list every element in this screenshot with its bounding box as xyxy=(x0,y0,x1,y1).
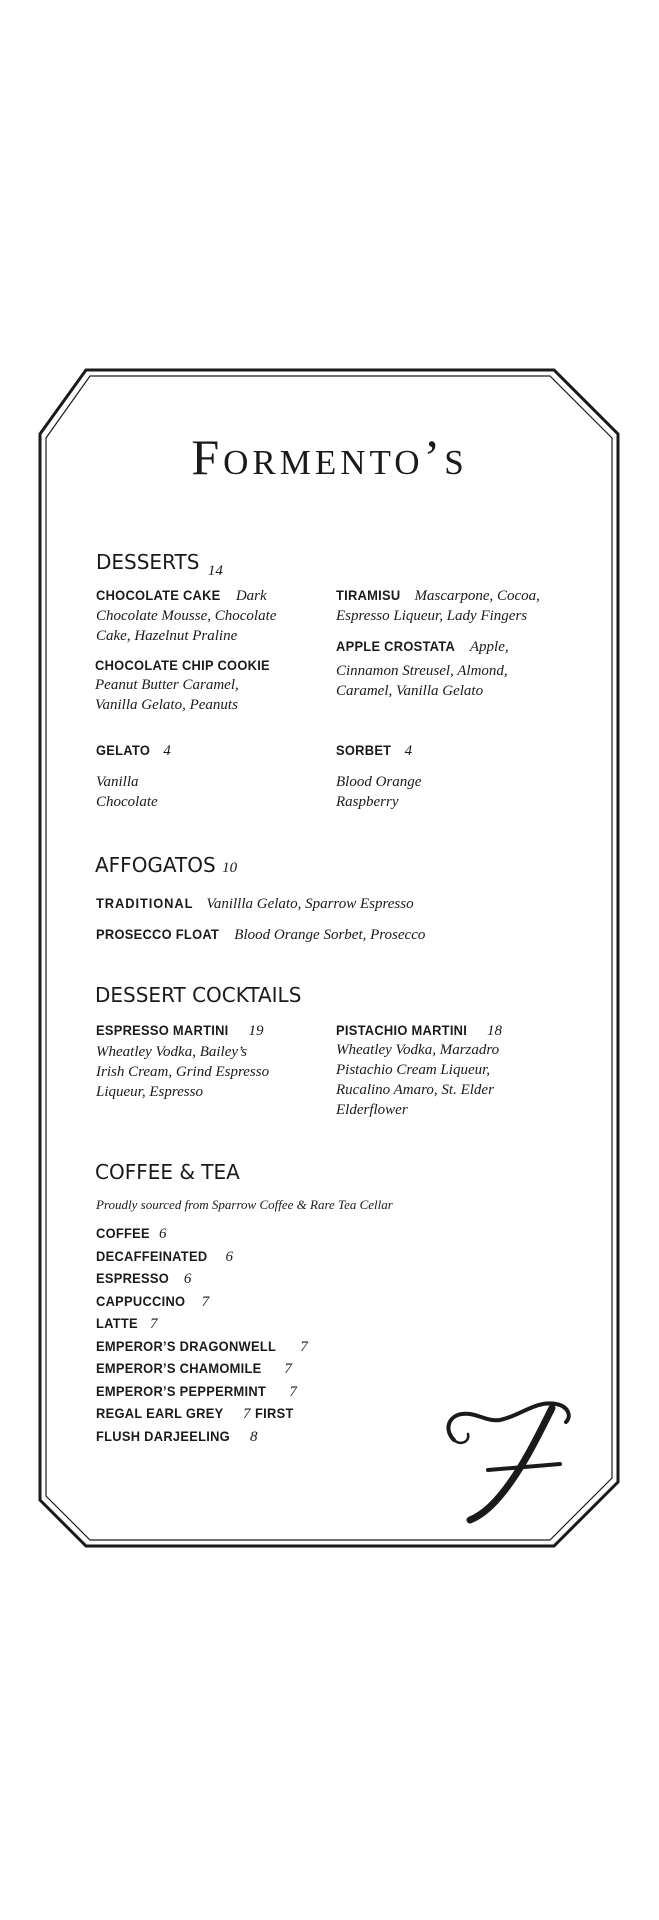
list-item xyxy=(96,1380,308,1403)
item-desc: Mascarpone, Cocoa, xyxy=(414,588,540,604)
item-name: TIRAMISU xyxy=(336,587,401,603)
item-desc: Vanillla Gelato, Sparrow Espresso xyxy=(206,896,414,912)
cocktail-item xyxy=(96,1022,326,1102)
item-name: ESPRESSO xyxy=(96,1270,170,1286)
item-price: 6 xyxy=(159,1226,167,1242)
list-item xyxy=(96,1335,308,1358)
item-desc: Cake, Hazelnut Praline xyxy=(96,628,238,644)
item-price: 19 xyxy=(248,1023,264,1039)
item-name: LATTE xyxy=(96,1315,138,1331)
item-name: PISTACHIO MARTINI xyxy=(336,1022,468,1038)
item-desc: Pistachio Cream Liqueur, xyxy=(336,1062,491,1078)
item-price: 4 xyxy=(404,743,413,759)
affogatos-header xyxy=(95,853,237,877)
item-name: EMPEROR’S DRAGONWELL xyxy=(96,1337,277,1354)
item-price: 6 xyxy=(183,1271,192,1287)
list-item xyxy=(96,1425,308,1448)
section-price: 10 xyxy=(222,860,238,876)
item-desc: Chocolate Mousse, Chocolate xyxy=(96,608,277,624)
dessert-item xyxy=(95,657,315,715)
gelato-item xyxy=(96,742,171,812)
section-price: 14 xyxy=(207,563,223,579)
item-desc: Wheatley Vodka, Bailey’s xyxy=(96,1044,247,1060)
monogram-f-logo xyxy=(440,1392,590,1528)
item-suffix: FIRST xyxy=(254,1405,294,1421)
item-name: SORBET xyxy=(336,742,392,758)
item-price: 8 xyxy=(250,1428,258,1445)
sorbet-item xyxy=(336,742,421,812)
section-title: AFFOGATOS xyxy=(95,853,216,877)
item-name: EMPEROR’S PEPPERMINT xyxy=(96,1382,267,1399)
item-name: TRADITIONAL xyxy=(96,895,194,911)
item-price: 4 xyxy=(163,743,171,759)
section-title: DESSERTS xyxy=(96,550,200,574)
item-name: GELATO xyxy=(96,742,151,758)
flavor: Blood Orange xyxy=(336,774,422,790)
list-item xyxy=(96,1402,308,1425)
item-desc: Elderflower xyxy=(336,1102,408,1118)
item-name: APPLE CROSTATA xyxy=(336,638,456,654)
item-name: CHOCOLATE CAKE xyxy=(96,587,221,603)
coffee-header: COFFEE & TEA xyxy=(95,1160,240,1184)
item-name: COFFEE xyxy=(96,1225,150,1241)
item-desc: Irish Cream, Grind Espresso xyxy=(96,1064,270,1080)
item-name: DECAFFEINATED xyxy=(96,1247,208,1264)
list-item xyxy=(96,1312,308,1335)
item-desc: Liqueur, Espresso xyxy=(96,1084,203,1100)
list-item xyxy=(96,1290,308,1313)
item-name: CHOCOLATE CHIP COOKIE xyxy=(95,657,270,673)
item-desc: Vanilla Gelato, Peanuts xyxy=(95,697,238,713)
brand-title: Formento’s xyxy=(191,429,468,485)
item-desc: Peanut Butter Caramel, xyxy=(95,677,239,693)
list-item xyxy=(96,1357,308,1380)
cocktail-item xyxy=(336,1022,576,1120)
item-price: 6 xyxy=(225,1248,234,1265)
flavor: Raspberry xyxy=(336,794,399,810)
item-desc: Apple, xyxy=(469,639,509,655)
coffee-tagline: Proudly sourced from Sparrow Coffee & Rare Tea Cellar xyxy=(96,1197,393,1212)
affogato-item xyxy=(96,894,414,914)
item-price: 7 xyxy=(150,1316,158,1332)
dessert-item xyxy=(336,586,576,626)
item-desc: Wheatley Vodka, Marzadro xyxy=(336,1042,500,1058)
item-price: 7 xyxy=(284,1361,292,1377)
item-name: REGAL EARL GREY xyxy=(96,1405,224,1421)
item-desc: Espresso Liqueur, Lady Fingers xyxy=(336,608,528,624)
item-desc: Blood Orange Sorbet, Prosecco xyxy=(234,927,426,943)
item-price: 7 xyxy=(243,1406,251,1422)
item-desc: Caramel, Vanilla Gelato xyxy=(336,683,484,699)
item-name: CAPPUCCINO xyxy=(96,1292,186,1309)
item-name: PROSECCO FLOAT xyxy=(96,926,220,942)
list-item xyxy=(96,1222,308,1245)
item-name: EMPEROR’S CHAMOMILE xyxy=(96,1360,262,1376)
desserts-header xyxy=(96,550,223,579)
item-desc: Dark xyxy=(235,588,267,604)
dessert-item xyxy=(96,586,316,646)
cocktails-header: DESSERT COCKTAILS xyxy=(95,983,302,1007)
item-name: FLUSH DARJEELING xyxy=(96,1427,230,1444)
item-name: ESPRESSO MARTINI xyxy=(96,1022,229,1038)
flavor: Chocolate xyxy=(96,794,158,810)
item-price: 18 xyxy=(486,1023,502,1039)
item-desc: Rucalino Amaro, St. Elder xyxy=(336,1082,494,1098)
list-item xyxy=(96,1267,308,1290)
item-price: 7 xyxy=(300,1338,308,1355)
list-item xyxy=(96,1245,308,1268)
coffee-list xyxy=(96,1222,308,1447)
flavor: Vanilla xyxy=(96,774,139,790)
item-desc: Cinnamon Streusel, Almond, xyxy=(336,663,508,679)
dessert-item xyxy=(336,637,576,701)
item-price: 7 xyxy=(289,1383,297,1400)
item-price: 7 xyxy=(201,1293,210,1310)
affogato-item xyxy=(96,925,425,945)
